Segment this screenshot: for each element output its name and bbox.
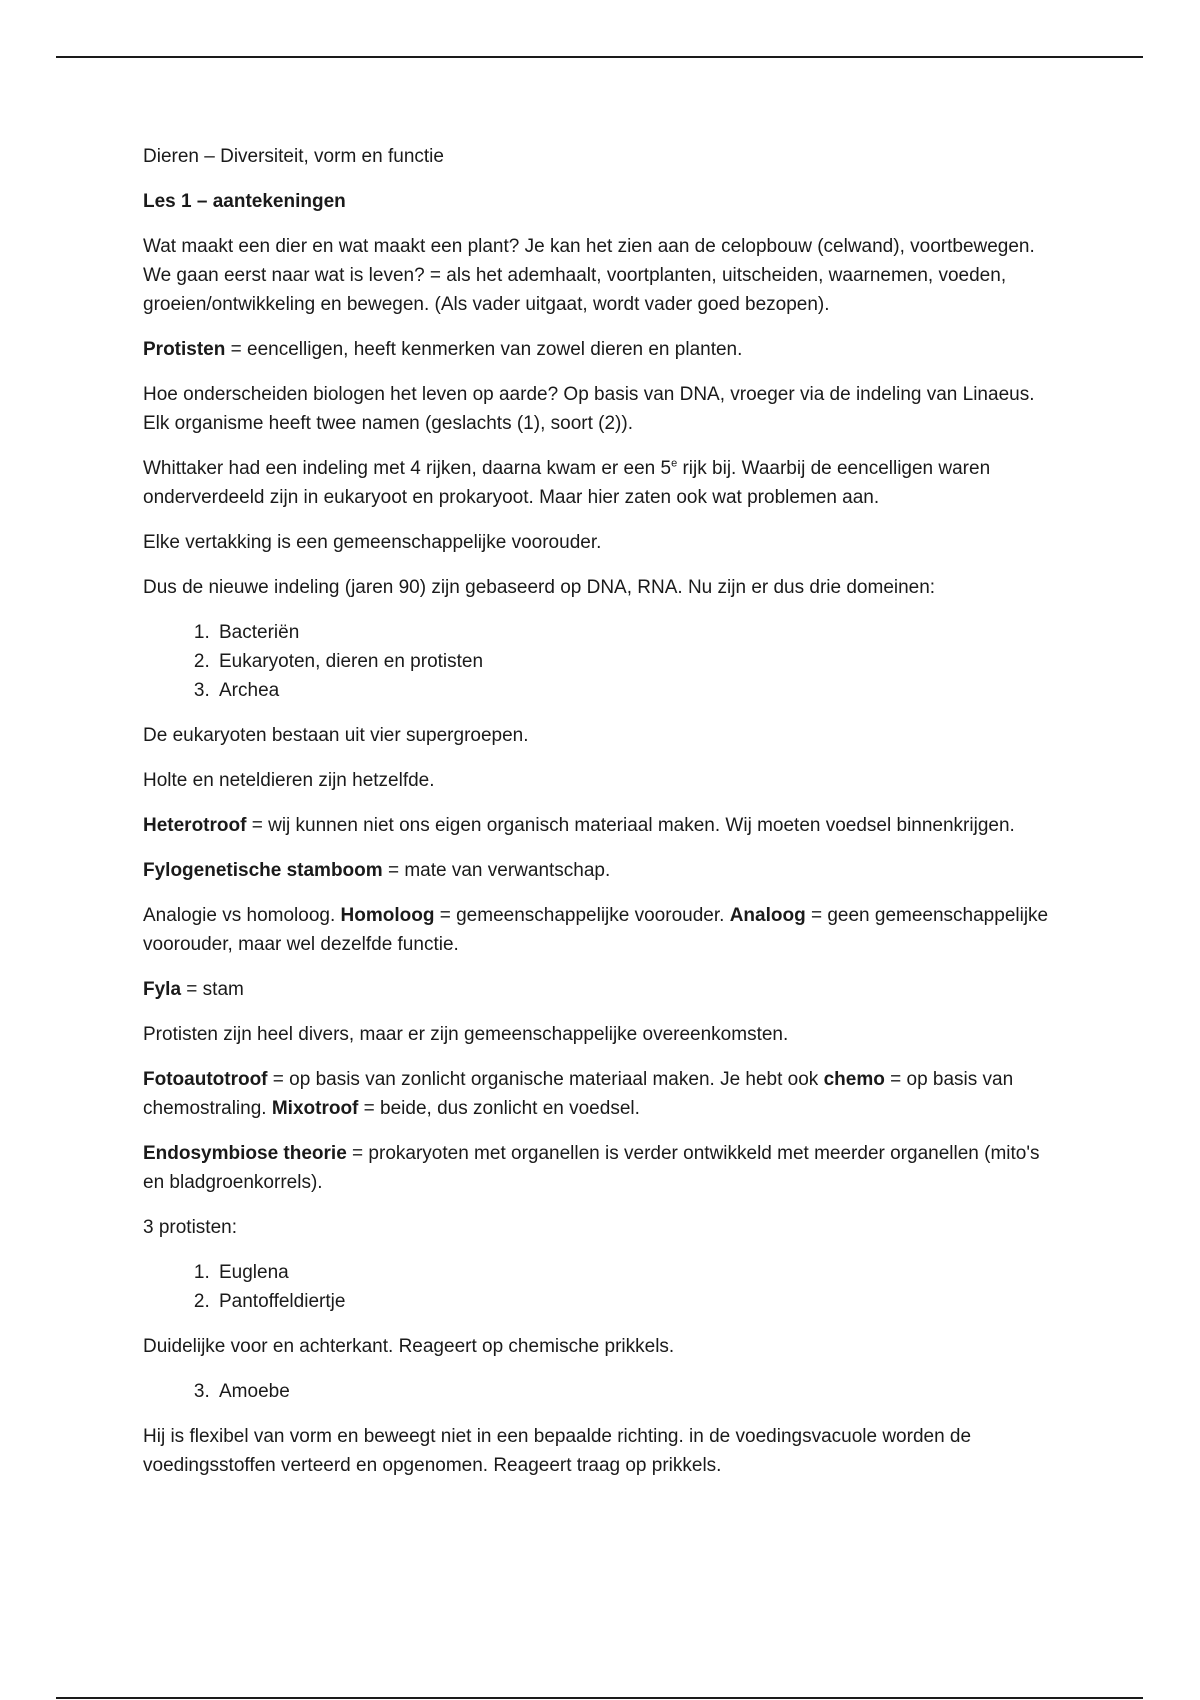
paragraph-protisten: Protisten = eencelligen, heeft kenmerken van zowel dieren en planten. <box>143 339 743 360</box>
term-analoog: Analoog <box>729 905 806 926</box>
term-endosymbiose: Endosymbiose theorie <box>143 1143 347 1164</box>
protists-list <box>143 1258 1063 1316</box>
section-heading: Les 1 – aantekeningen <box>143 191 346 212</box>
paragraph-divers: Protisten zijn heel divers, maar er zijn gemeenschappelijke overeenkomsten. <box>143 1024 789 1045</box>
paragraph-branch: Elke vertakking is een gemeenschappelijke voorouder. <box>143 532 602 553</box>
term-stamboom: Fylogenetische stamboom <box>143 860 383 881</box>
paragraph-heterotroof: Heterotroof = wij kunnen niet ons eigen organisch materiaal maken. Wij moeten voedsel binnenkrijgen. <box>143 815 1015 836</box>
term-fyla: Fyla <box>143 979 182 1000</box>
paragraph-holte: Holte en neteldieren zijn hetzelfde. <box>143 770 435 791</box>
list-item: 1. Euglena <box>215 1258 1063 1287</box>
list-item: 3. Archea <box>215 676 1063 705</box>
footer-rule <box>56 1697 1143 1699</box>
document-body <box>143 142 1063 1496</box>
paragraph-whittaker: Whittaker had een indeling met 4 rijken, daarna kwam er een 5e rijk bij. Waarbij de eencelligen waren onderverdeeld zijn in eukaryoot en prokaryoot. Maar hier zaten ook wat problemen aan. <box>143 457 991 508</box>
document-title: Dieren – Diversiteit, vorm en functie <box>143 146 444 167</box>
term-chemo: chemo <box>823 1069 885 1090</box>
list-item: 3. Amoebe <box>215 1377 1063 1406</box>
term-fotoautotroof: Fotoautotroof <box>143 1069 268 1090</box>
header-rule <box>56 56 1143 58</box>
list-item: 2. Eukaryoten, dieren en protisten <box>215 647 1063 676</box>
term-homoloog: Homoloog <box>340 905 435 926</box>
paragraph-analogie: Analogie vs homoloog. Homoloog = gemeenschappelijke voorouder. Analoog = geen gemeenschappelijke voorouder, maar wel dezelfde functie. <box>143 905 1049 955</box>
paragraph-fyla: Fyla = stam <box>143 979 244 1000</box>
paragraph-protisten-intro: 3 protisten: <box>143 1217 237 1238</box>
list-item: 1. Bacteriën <box>215 618 1063 647</box>
paragraph-amoebe: Hij is flexibel van vorm en beweegt niet in een bepaalde richting. in de voedingsvacuole worden de voedingsstoffen verteerd en opgenomen. Reageert traag op prikkels. <box>143 1426 972 1476</box>
term-heterotroof: Heterotroof <box>143 815 247 836</box>
paragraph-fotoautotroof: Fotoautotroof = op basis van zonlicht organische materiaal maken. Je hebt ook chemo = op basis van chemostraling. Mixotroof = beide, dus zonlicht en voedsel. <box>143 1069 1014 1119</box>
list-item: 2. Pantoffeldiertje <box>215 1287 1063 1316</box>
term-protisten: Protisten <box>143 339 226 360</box>
paragraph-stamboom: Fylogenetische stamboom = mate van verwantschap. <box>143 860 611 881</box>
paragraph-intro: Wat maakt een dier en wat maakt een plant? Je kan het zien aan de celopbouw (celwand), voortbewegen. We gaan eerst naar wat is leven? = als het ademhaalt, voortplanten, uitscheiden, waarnemen, voeden, groeien/ontwikkeling en bewegen. (Als vader uitgaat, wordt vader goed bezopen). <box>143 236 1035 315</box>
protists-list-continued <box>143 1377 1063 1406</box>
term-mixotroof: Mixotroof <box>271 1098 359 1119</box>
paragraph-classification: Hoe onderscheiden biologen het leven op aarde? Op basis van DNA, vroeger via de indeling van Linaeus. Elk organisme heeft twee namen (geslachts (1), soort (2)). <box>143 384 1035 434</box>
paragraph-pantoffel: Duidelijke voor en achterkant. Reageert op chemische prikkels. <box>143 1336 675 1357</box>
paragraph-endosymbiose: Endosymbiose theorie = prokaryoten met organellen is verder ontwikkeld met meerder organellen (mito's en bladgroenkorrels). <box>143 1143 1040 1193</box>
paragraph-domains-intro: Dus de nieuwe indeling (jaren 90) zijn gebaseerd op DNA, RNA. Nu zijn er dus drie domeinen: <box>143 577 936 598</box>
paragraph-supergroups: De eukaryoten bestaan uit vier supergroepen. <box>143 725 529 746</box>
domains-list <box>143 618 1063 705</box>
